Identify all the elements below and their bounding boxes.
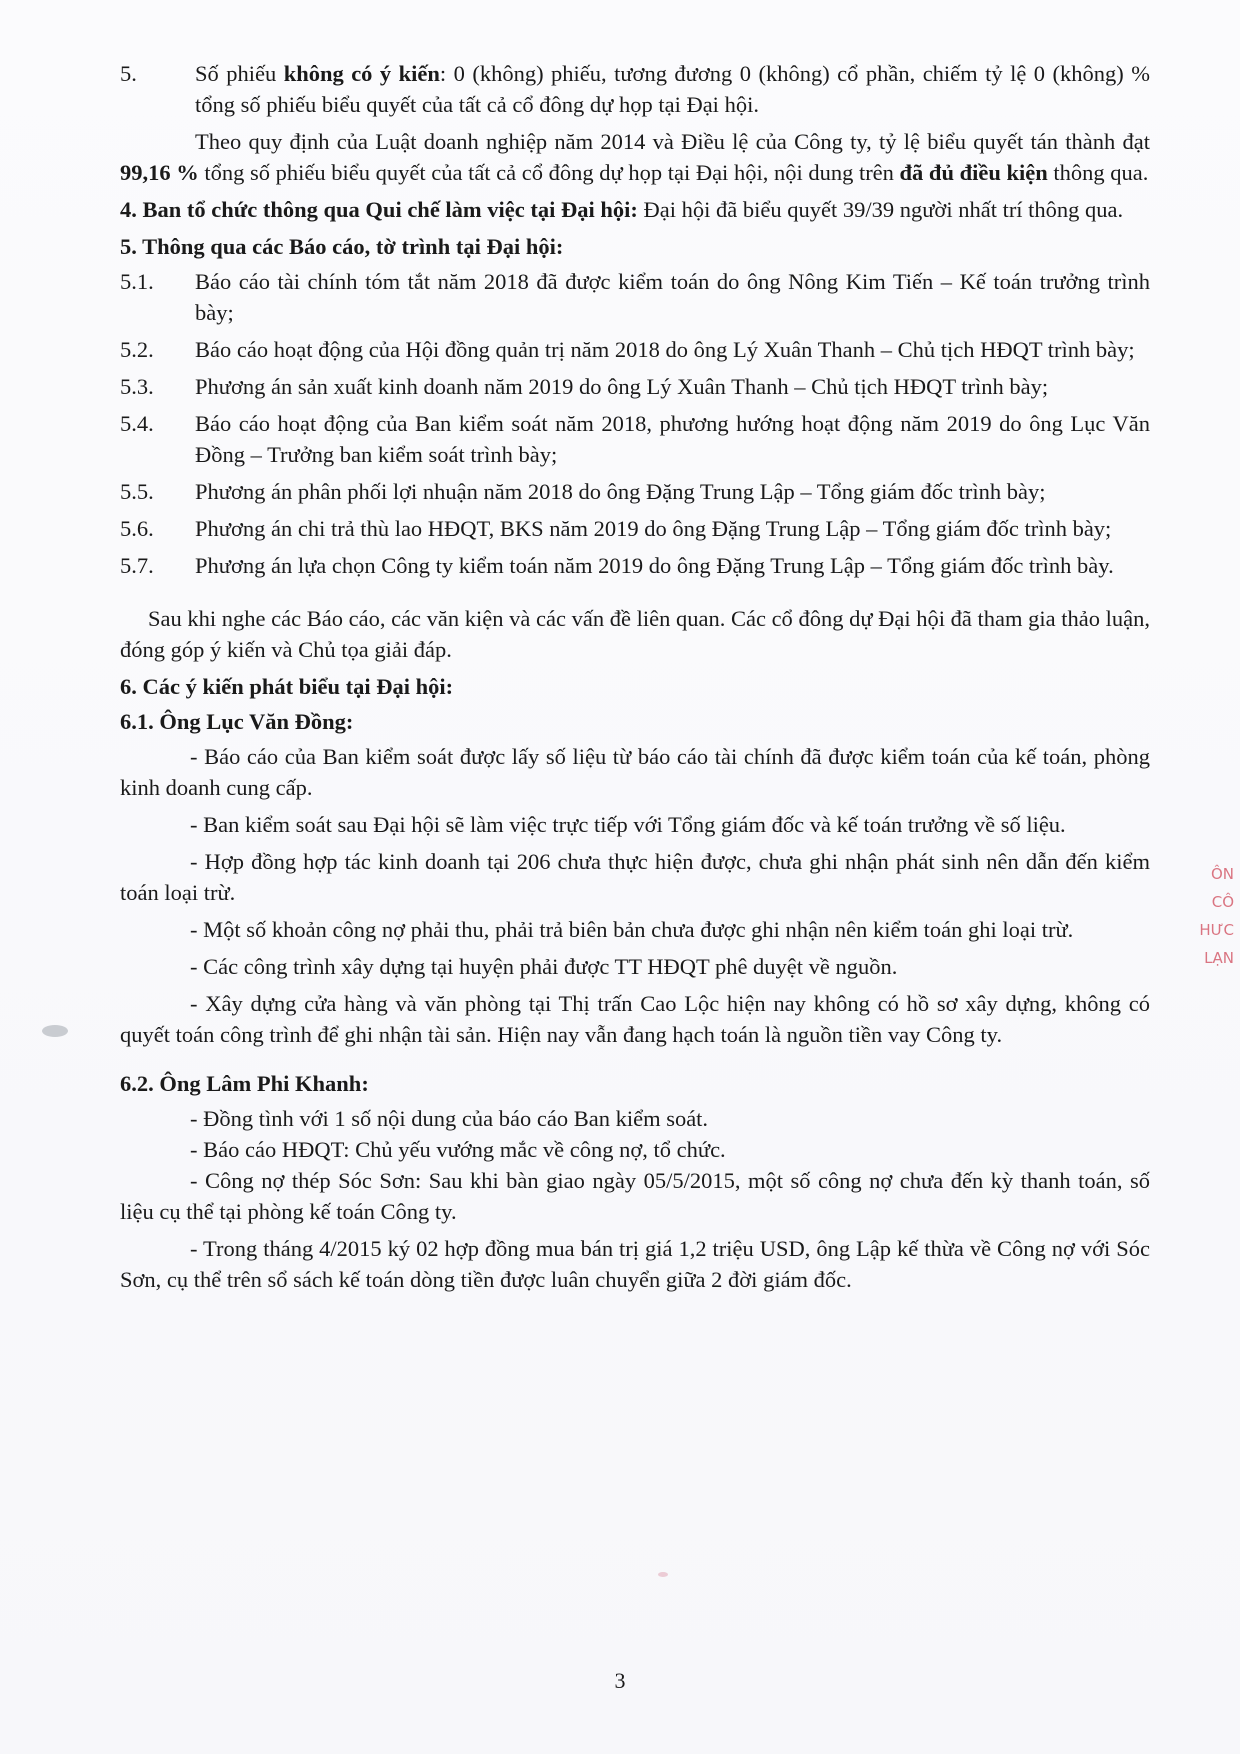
red-stamp-fragment: ÔN CÔ HƯC LẠN <box>1199 865 1234 967</box>
section-4 <box>120 194 1150 225</box>
section-5-list <box>120 266 1150 581</box>
speaker-2-title: 6.2. Ông Lâm Phi Khanh: <box>120 1071 369 1096</box>
speaker-1-point: - Ban kiểm soát sau Đại hội sẽ làm việc trực tiếp với Tổng giám đốc và kế toán trưởng về số liệu. <box>190 812 1066 837</box>
scan-speck <box>658 1572 668 1577</box>
item-text: Phương án lựa chọn Công ty kiểm toán năm 2019 do ông Đặng Trung Lập – Tổng giám đốc trình bày. <box>195 553 1114 578</box>
list-item <box>120 408 1150 470</box>
speaker-2-point: - Báo cáo HĐQT: Chủ yếu vướng mắc về công nợ, tổ chức. <box>190 1137 726 1162</box>
speaker-1-title: 6.1. Ông Lục Văn Đồng: <box>120 709 354 734</box>
item-number: 5.6. <box>120 516 154 541</box>
scan-speck <box>42 1025 68 1037</box>
item-number: 5.3. <box>120 374 154 399</box>
speaker-1-point: - Các công trình xây dựng tại huyện phải được TT HĐQT phê duyệt về nguồn. <box>190 954 898 979</box>
section-4-title: 4. Ban tổ chức thông qua Qui chế làm việc tại Đại hội: <box>120 197 638 222</box>
item-text: Số phiếu không có ý kiến: 0 (không) phiếu, tương đương 0 (không) cổ phần, chiếm tỷ lệ 0 (không) % tổng số phiếu biểu quyết của tất cả cổ đông dự họp tại Đại hội. <box>195 61 1150 117</box>
item-number: 5.1. <box>120 269 154 294</box>
list-item <box>120 266 1150 328</box>
item-number: 5.5. <box>120 479 154 504</box>
item-text: Báo cáo hoạt động của Hội đồng quản trị năm 2018 do ông Lý Xuân Thanh – Chủ tịch HĐQT trình bày; <box>195 337 1135 362</box>
speaker-2-point: - Đồng tình với 1 số nội dung của báo cáo Ban kiểm soát. <box>190 1106 709 1131</box>
discussion-summary: Sau khi nghe các Báo cáo, các văn kiện và các vấn đề liên quan. Các cổ đông dự Đại hội đã tham gia thảo luận, đóng góp ý kiến và Chủ tọa giải đáp. <box>120 606 1150 662</box>
page-number: 3 <box>614 1668 626 1693</box>
item-number: 5.4. <box>120 411 154 436</box>
item-text: Phương án chi trả thù lao HĐQT, BKS năm 2019 do ông Đặng Trung Lập – Tổng giám đốc trình bày; <box>195 516 1112 541</box>
item-number: 5.7. <box>120 553 154 578</box>
item-text: Báo cáo tài chính tóm tắt năm 2018 đã được kiểm toán do ông Nông Kim Tiến – Kế toán trưởng trình bày; <box>195 269 1150 325</box>
vote-conclusion: Theo quy định của Luật doanh nghiệp năm 2014 và Điều lệ của Công ty, tỷ lệ biểu quyết tán thành đạt 99,16 % tổng số phiếu biểu quyết của tất cả cổ đông dự họp tại Đại hội, nội dung trên đã đủ điều kiện thông qua. <box>120 129 1150 185</box>
list-item <box>120 334 1150 365</box>
speaker-1-point: - Một số khoản công nợ phải thu, phải trả biên bản chưa được ghi nhận nên kiểm toán ghi loại trừ. <box>190 917 1074 942</box>
section-5-title: 5. Thông qua các Báo cáo, tờ trình tại Đại hội: <box>120 234 564 259</box>
speaker-2-point: - Công nợ thép Sóc Sơn: Sau khi bàn giao ngày 05/5/2015, một số công nợ chưa đến kỳ thanh toán, số liệu cụ thể tại phòng kế toán Công ty. <box>120 1168 1150 1224</box>
vote-item-no-opinion <box>120 58 1150 120</box>
document-body <box>120 58 1150 1301</box>
item-text: Phương án sản xuất kinh doanh năm 2019 do ông Lý Xuân Thanh – Chủ tịch HĐQT trình bày; <box>195 374 1049 399</box>
section-4-text: Đại hội đã biểu quyết 39/39 người nhất trí thông qua. <box>637 197 1124 222</box>
item-number: 5. <box>120 61 137 86</box>
item-text: Phương án phân phối lợi nhuận năm 2018 do ông Đặng Trung Lập – Tổng giám đốc trình bày; <box>195 479 1046 504</box>
speaker-1-point: - Xây dựng cửa hàng và văn phòng tại Thị trấn Cao Lộc hiện nay không có hồ sơ xây dựng, không có quyết toán công trình để ghi nhận tài sản. Hiện nay vẫn đang hạch toán là nguồn tiền vay Công ty. <box>120 991 1150 1047</box>
list-item <box>120 513 1150 544</box>
approval-rate: 99,16 % <box>120 160 199 185</box>
section-6-title: 6. Các ý kiến phát biểu tại Đại hội: <box>120 674 454 699</box>
speaker-1-point: - Báo cáo của Ban kiểm soát được lấy số liệu từ báo cáo tài chính đã được kiểm toán của kế toán, phòng kinh doanh cung cấp. <box>120 744 1150 800</box>
speaker-2-point: - Trong tháng 4/2015 ký 02 hợp đồng mua bán trị giá 1,2 triệu USD, ông Lập kế thừa về Công nợ với Sóc Sơn, cụ thể trên sổ sách kế toán dòng tiền được luân chuyển giữa 2 đời giám đốc. <box>120 1236 1150 1292</box>
item-text: Báo cáo hoạt động của Ban kiểm soát năm 2018, phương hướng hoạt động năm 2019 do ông Lục Văn Đồng – Trưởng ban kiểm soát trình bày; <box>195 411 1150 467</box>
list-item <box>120 550 1150 581</box>
speaker-1-point: - Hợp đồng hợp tác kinh doanh tại 206 chưa thực hiện được, chưa ghi nhận phát sinh nên dẫn đến kiểm toán loại trừ. <box>120 849 1150 905</box>
item-number: 5.2. <box>120 337 154 362</box>
list-item <box>120 371 1150 402</box>
list-item <box>120 476 1150 507</box>
